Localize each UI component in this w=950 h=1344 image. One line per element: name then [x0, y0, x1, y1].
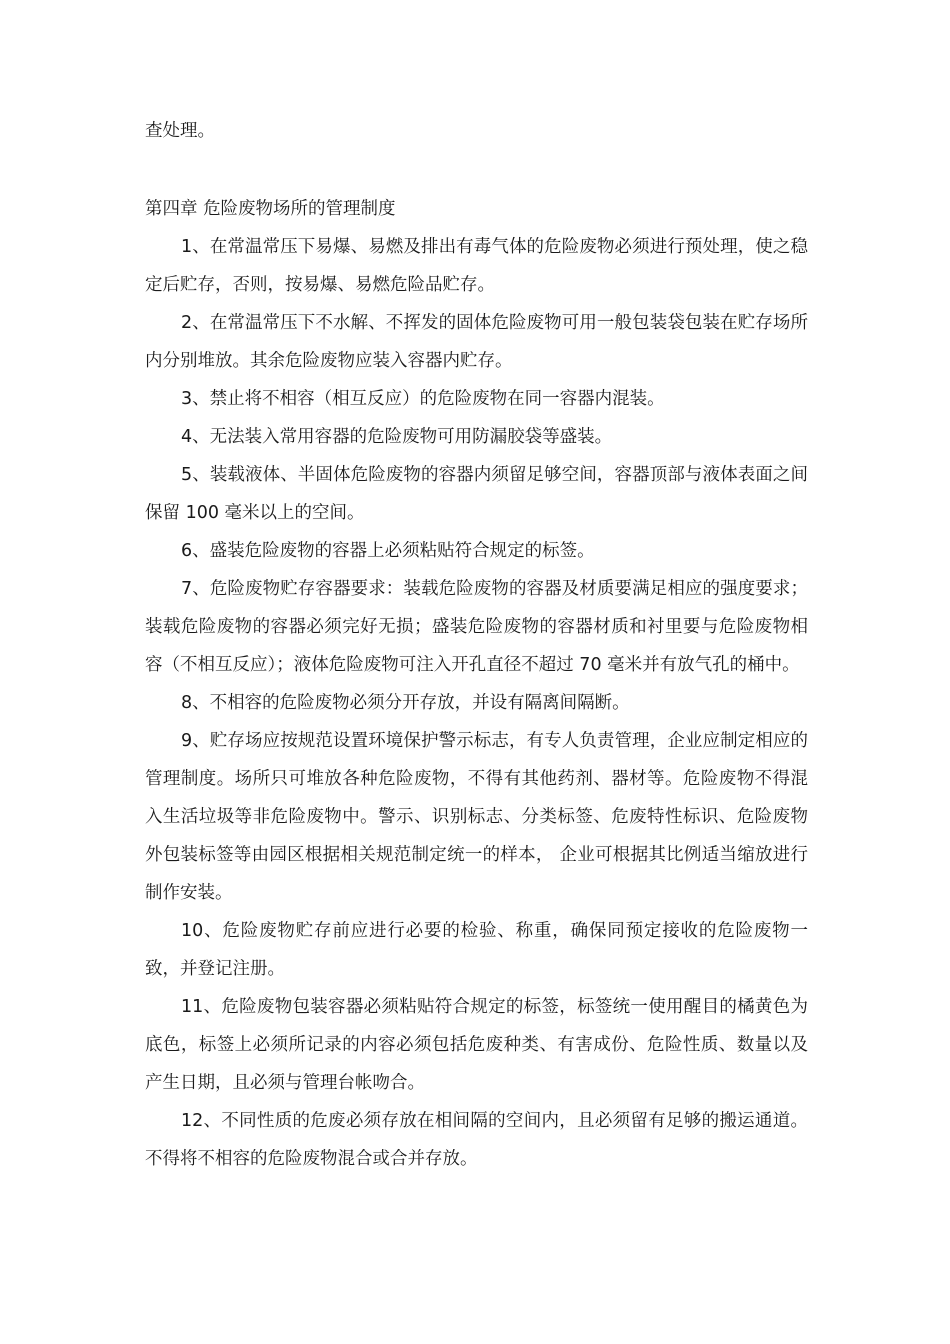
list-item: 1、在常温常压下易爆、易燃及排出有毒气体的危险废物必须进行预处理，使之稳定后贮存，否则，按易爆、易燃危险品贮存。: [145, 237, 808, 295]
list-item: 6、盛装危险废物的容器上必须粘贴符合规定的标签。: [181, 541, 595, 561]
list-item: 8、不相容的危险废物必须分开存放，并设有隔离间隔断。: [181, 693, 630, 713]
list-item: 5、装载液体、半固体危险废物的容器内须留足够空间，容器顶部与液体表面之间保留 100 毫米以上的空间。: [145, 465, 808, 523]
continued-text: 查处理。: [145, 121, 215, 141]
list-item: 9、贮存场应按规范设置环境保护警示标志，有专人负责管理，企业应制定相应的管理制度。场所只可堆放各种危险废物，不得有其他药剂、器材等。危险废物不得混入生活垃圾等非危险废物中。警示、识别标志、分类标签、危废特性标识、危险废物外包装标签等由园区根据相关规范制定统一的样本， 企业可根据其比例适当缩放进行制作安装。: [145, 731, 808, 903]
list-item: 3、禁止将不相容（相互反应）的危险废物在同一容器内混装。: [181, 389, 665, 409]
list-item: 2、在常温常压下不水解、不挥发的固体危险废物可用一般包装袋包装在贮存场所内分别堆放。其余危险废物应装入容器内贮存。: [145, 313, 808, 371]
list-item: 4、无法装入常用容器的危险废物可用防漏胶袋等盛装。: [181, 427, 613, 447]
list-item: 7、危险废物贮存容器要求：装载危险废物的容器及材质要满足相应的强度要求；装载危险废物的容器必须完好无损；盛装危险废物的容器材质和衬里要与危险废物相容（不相互反应）；液体危险废物可注入开孔直径不超过 70 毫米并有放气孔的桶中。: [145, 579, 808, 675]
chapter-title: 第四章 危险废物场所的管理制度: [145, 199, 396, 219]
list-item: 10、危险废物贮存前应进行必要的检验、称重，确保同预定接收的危险废物一致，并登记注册。: [145, 921, 808, 979]
list-item: 11、危险废物包装容器必须粘贴符合规定的标签，标签统一使用醒目的橘黄色为底色，标签上必须所记录的内容必须包括危废种类、有害成份、危险性质、数量以及产生日期，且必须与管理台帐吻合。: [145, 997, 808, 1093]
list-item: 12、不同性质的危废必须存放在相间隔的空间内，且必须留有足够的搬运通道。不得将不相容的危险废物混合或合并存放。: [145, 1111, 808, 1169]
